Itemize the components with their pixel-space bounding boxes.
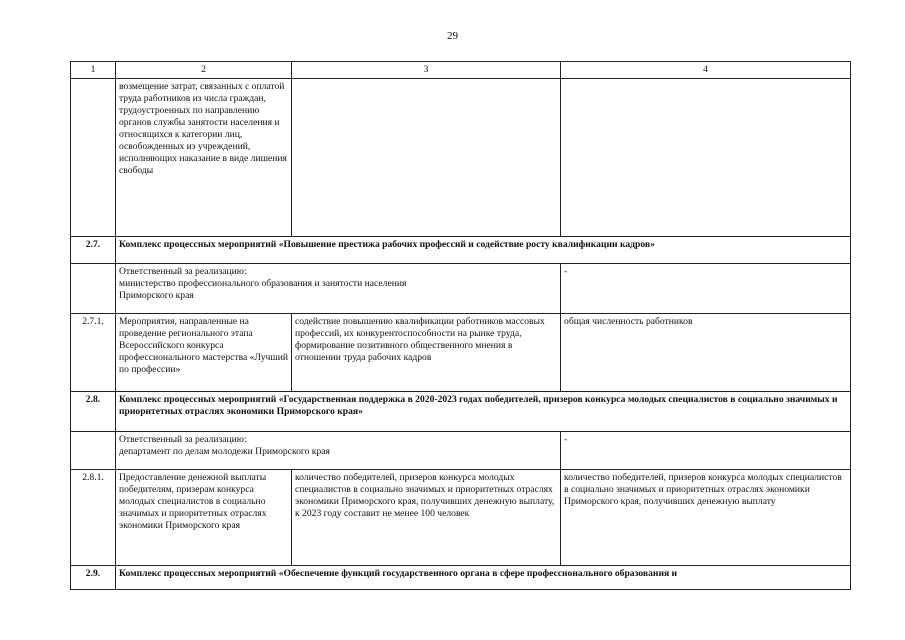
row-number-cell: 2.8.1.: [71, 469, 116, 565]
responsible-cell: [116, 263, 561, 313]
measure-cell: Мероприятия, направленные на проведение регионального этапа Всероссийского конкурса профессионального мастерства «Лучший по профессии»: [116, 313, 292, 391]
responsible-row-2-8: [71, 431, 851, 469]
table-row-2-8-1: [71, 469, 851, 565]
section-row-2-7: [71, 236, 851, 263]
row-number-cell: [71, 263, 116, 313]
section-title: Комплекс процессных мероприятий «Повышение престижа рабочих профессий и содействие росту квалификации кадров»: [116, 236, 851, 263]
table-row-2-7-1: [71, 313, 851, 391]
header-cell-3: 3: [292, 62, 561, 79]
section-number: 2.9.: [71, 565, 116, 589]
table-row-continuation: [71, 78, 851, 236]
responsible-cell: [116, 431, 561, 469]
row-number-cell: [71, 78, 116, 236]
measures-table: [70, 61, 851, 590]
section-number: 2.7.: [71, 236, 116, 263]
section-row-2-8: [71, 391, 851, 431]
header-cell-1: 1: [71, 62, 116, 79]
indicator-cell: общая численность работников: [561, 313, 851, 391]
header-cell-2: 2: [116, 62, 292, 79]
result-cell: количество победителей, призеров конкурса молодых специалистов в социально значимых и приоритетных отраслях экономики Приморского края, получивших денежную выплату, к 2023 году составит не менее 100 человек: [292, 469, 561, 565]
measure-cell: Предоставление денежной выплаты победителям, призерам конкурса молодых специалистов в социально значимых и приоритетных отраслях экономики Приморского края: [116, 469, 292, 565]
section-title: Комплекс процессных мероприятий «Государственная поддержка в 2020-2023 годах победителей, призеров конкурса молодых специалистов в социально значимых и приоритетных отраслях экономики Приморского края»: [116, 391, 851, 431]
section-row-2-9: [71, 565, 851, 589]
responsible-label: Ответственный за реализацию:: [119, 265, 247, 277]
section-title: Комплекс процессных мероприятий «Обеспечение функций государственного органа в сфере профессионального образования и: [116, 565, 851, 589]
row-number-cell: 2.7.1.: [71, 313, 116, 391]
measure-cell: возмещение затрат, связанных с оплатой труда работников из числа граждан, трудоустроенных по направлению органов службы занятости населения и относящихся к категории лиц, освобожденных из учреждений, исполняющих наказание в виде лишения свободы: [116, 78, 292, 236]
result-cell: содействие повышению квалификации работников массовых профессий, их конкурентоспособности на рынке труда, формирование позитивного общественного мнения в отношении труда рабочих кадров: [292, 313, 561, 391]
responsible-label: Ответственный за реализацию:: [119, 433, 247, 445]
header-cell-4: 4: [561, 62, 851, 79]
row-number-cell: [71, 431, 116, 469]
table-header-row: [71, 62, 851, 79]
page-number: 29: [447, 30, 458, 42]
section-number: 2.8.: [71, 391, 116, 431]
indicator-cell: количество победителей, призеров конкурса молодых специалистов в социально значимых и приоритетных отраслях экономики Приморского края, получивших денежную выплату: [561, 469, 851, 565]
responsible-dash-cell: -: [561, 431, 851, 469]
result-cell: [292, 78, 561, 236]
indicator-cell: [561, 78, 851, 236]
responsible-value: департамент по делам молодежи Приморского края: [119, 445, 330, 457]
responsible-value: министерство профессионального образования и занятости населения Приморского края: [119, 277, 407, 301]
responsible-dash-cell: -: [561, 263, 851, 313]
responsible-row-2-7: [71, 263, 851, 313]
